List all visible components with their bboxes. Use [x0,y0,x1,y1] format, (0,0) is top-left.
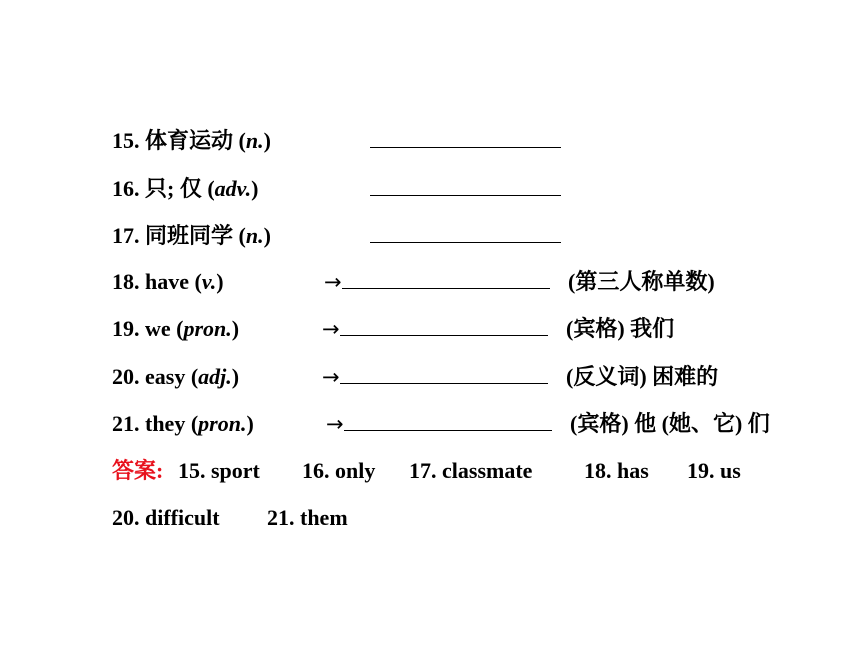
item-prompt: 17. 同班同学 (n.) [112,223,271,248]
item-prompt: 18. have (v.) [112,269,224,294]
answer-item: 21. them [267,505,348,530]
answer-blank [370,221,561,251]
item-prompt: 19. we (pron.) [112,316,240,341]
answer-item: 19. us [687,458,741,483]
item-prompt: 21. they (pron.) [112,411,254,436]
answer-item: 20. difficult [112,505,220,530]
answer-blank [324,267,550,297]
item-prompt: 15. 体育运动 (n.) [112,128,271,153]
answer-label: 答案: [112,458,164,483]
item-note: (宾格) 我们 [566,316,675,341]
answer-item: 15. sport [178,458,260,483]
answer-item: 16. only [302,458,376,483]
arrow-icon: → [324,270,342,294]
item-prompt: 16. 只; 仅 (adv.) [112,176,259,201]
answer-blank [322,314,548,344]
arrow-icon: → [322,317,340,341]
item-note: (宾格) 他 (她、它) 们 [570,411,770,436]
answer-blank [370,174,561,204]
answer-item: 18. has [584,458,649,483]
answer-item: 17. classmate [409,458,533,483]
arrow-icon: → [326,412,344,436]
answer-blank [322,362,548,392]
answer-blank [326,409,552,439]
item-note: (反义词) 困难的 [566,364,719,389]
item-prompt: 20. easy (adj.) [112,364,240,389]
arrow-icon: → [322,365,340,389]
item-note: (第三人称单数) [568,269,715,294]
answer-blank [370,126,561,156]
